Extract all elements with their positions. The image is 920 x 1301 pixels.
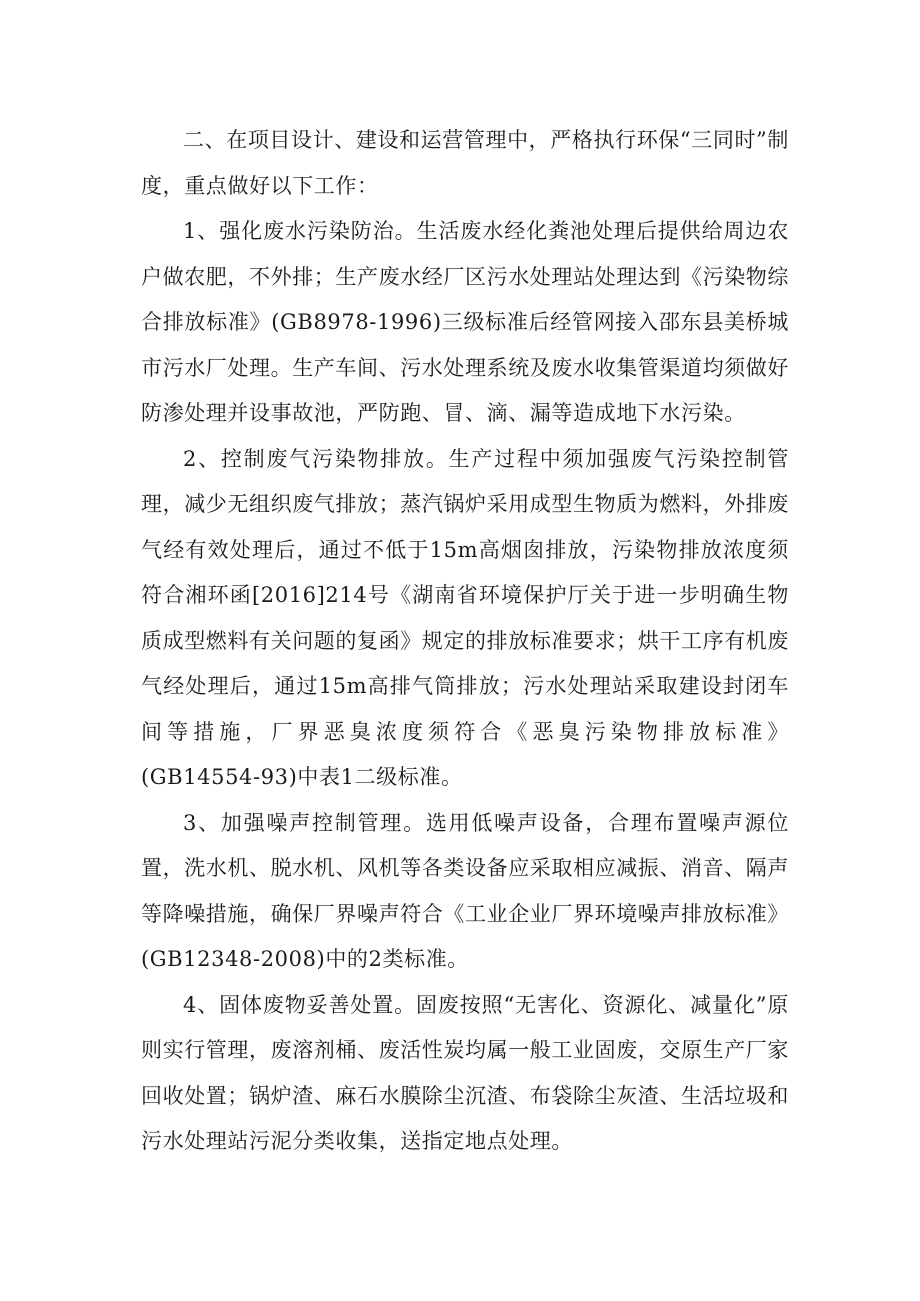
- paragraph-solid-waste: 4、固体废物妥善处置。固废按照“无害化、资源化、减量化”原则实行管理，废溶剂桶、废活性炭均属一般工业固废，交原生产厂家回收处置；锅炉渣、麻石水膜除尘沉渣、布袋除尘灰渣、生活垃圾和污水处理站污泥分类收集，送指定地点处理。: [141, 992, 789, 1153]
- paragraph-intro: 二、在项目设计、建设和运营管理中，严格执行环保“三同时”制度，重点做好以下工作：: [141, 128, 789, 198]
- paragraph-wastewater: 1、强化废水污染防治。生活废水经化粪池处理后提供给周边农户做农肥，不外排；生产废水经厂区污水处理站处理达到《污染物综合排放标准》(GB8978-1996)三级标准后经管网接入邵东县美桥城市污水厂处理。生产车间、污水处理系统及废水收集管渠道均须做好防渗处理并设事故池，严防跑、冒、滴、漏等造成地下水污染。: [141, 219, 789, 425]
- document-body: [141, 118, 789, 1165]
- paragraph-exhaust-gas: 2、控制废气污染物排放。生产过程中须加强废气污染控制管理，减少无组织废气排放；蒸汽锅炉采用成型生物质为燃料，外排废气经有效处理后，通过不低于15m高烟囱排放，污染物排放浓度须符合湘环函[2016]214号《湖南省环境保护厅关于进一步明确生物质成型燃料有关问题的复函》规定的排放标准要求；烘干工序有机废气经处理后，通过15m高排气筒排放；污水处理站采取建设封闭车间等措施，厂界恶臭浓度须符合《恶臭污染物排放标准》(GB14554-93)中表1二级标准。: [141, 446, 789, 789]
- paragraph-noise: 3、加强噪声控制管理。选用低噪声设备，合理布置噪声源位置，洗水机、脱水机、风机等各类设备应采取相应减振、消音、隔声等降噪措施，确保厂界噪声符合《工业企业厂界环境噪声排放标准》(GB12348-2008)中的2类标准。: [141, 810, 789, 971]
